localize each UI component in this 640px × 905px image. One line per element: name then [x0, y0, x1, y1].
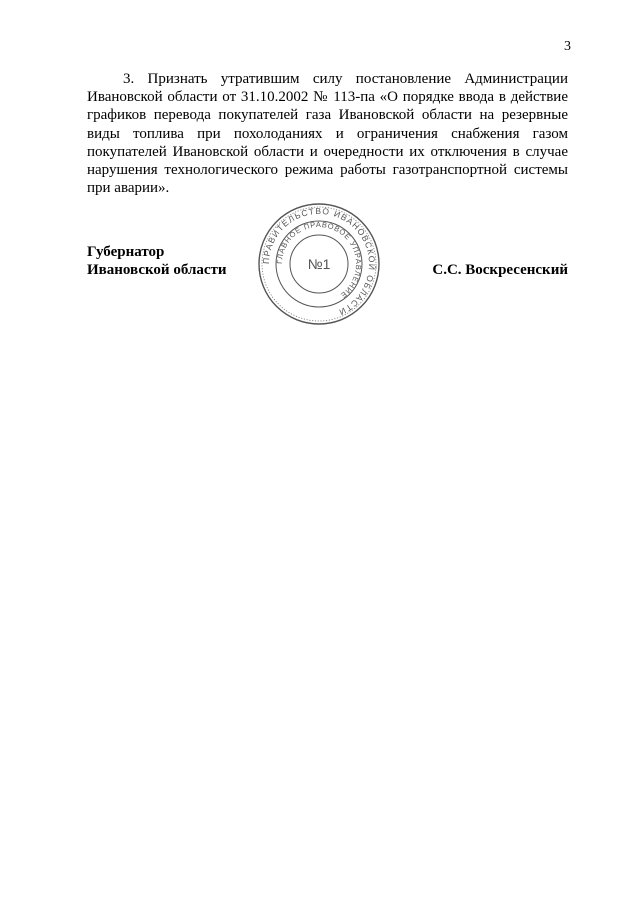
- paragraph-line: нарушения технологического режима работы газотранспортной системы: [87, 162, 568, 179]
- signer-position-line-2: Ивановской области: [87, 262, 227, 278]
- paragraph-line: покупателей Ивановской области и очередности их отключения в случае: [87, 143, 568, 160]
- paragraph-line: 3. Признать утратившим силу постановление Администрации: [123, 71, 568, 87]
- signer-name: С.С. Воскресенский: [432, 262, 568, 278]
- official-seal: [257, 202, 381, 326]
- paragraph-line: Ивановской области от 31.10.2002 № 113-па «О порядке ввода в действие: [87, 89, 568, 106]
- seal-inner-text: ГЛАВНОЕ ПРАВОВОЕ УПРАВЛЕНИЕ: [274, 219, 364, 301]
- paragraph-3: [87, 70, 568, 197]
- page-number: 3: [564, 39, 571, 54]
- signer-position: [87, 243, 227, 279]
- paragraph-line: графиков перевода покупателей газа Ивановской области на резервные: [87, 107, 568, 124]
- seal-stamp-graphic: [257, 202, 381, 326]
- seal-center-text: №1: [307, 256, 331, 272]
- seal-ring-text: ПРАВИТЕЛЬСТВО ИВАНОВСКОЙ ОБЛАСТИ: [260, 205, 378, 318]
- paragraph-line: виды топлива при похолоданиях и ограничения снабжения газом: [87, 125, 568, 142]
- paragraph-line: при аварии».: [87, 180, 170, 197]
- signer-position-line-1: Губернатор: [87, 244, 165, 260]
